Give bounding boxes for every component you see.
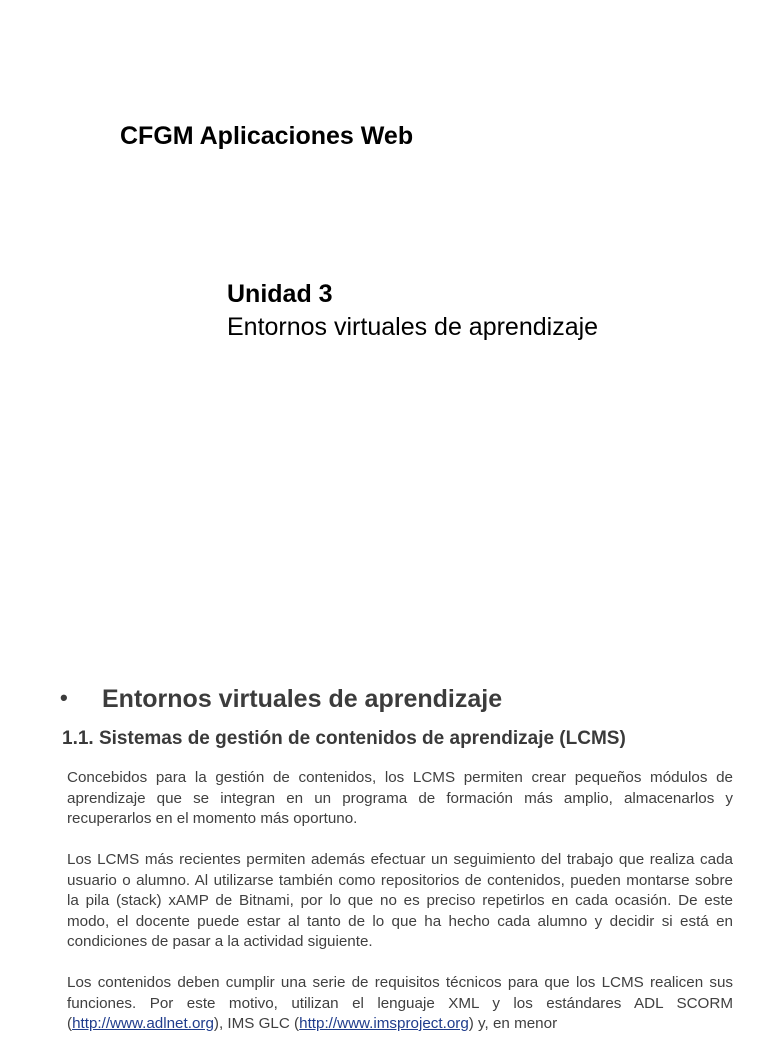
paragraph-3-mid: ), IMS GLC ( [213, 1015, 300, 1032]
slide-heading [60, 685, 502, 714]
unit-subtitle: Entornos virtuales de aprendizaje [227, 313, 599, 341]
body-text [67, 768, 733, 1055]
section-title: 1.1. Sistemas de gestión de contenidos de aprendizaje (LCMS) [62, 728, 626, 749]
paragraph-3 [67, 973, 733, 1035]
slide-heading-text: Entornos virtuales de aprendizaje [102, 685, 503, 713]
paragraph-2: Los LCMS más recientes permiten además efectuar un seguimiento del trabajo que realiza cada usuario o alumno. Al utilizarse también como repositorios de contenidos, pueden montarse sobre la pila (stack) xAMP de Bitnami, por lo que no es preciso repetirlos en cada ocasión. De este modo, el docente puede estar al tanto de lo que ha hecho cada alumno y decidir si está en condiciones de pasar a la actividad siguiente. [67, 851, 733, 950]
imsproject-link[interactable]: http://www.imsproject.org [299, 1015, 469, 1032]
paragraph-3-end: ) y, en menor [468, 1015, 558, 1032]
content-slide [0, 660, 768, 1032]
course-title: CFGM Aplicaciones Web [120, 122, 414, 150]
paragraph-3-start: Los contenidos deben cumplir una serie de requisitos técnicos para que los LCMS realicen sus funciones. Por este motivo, utilizan el lenguaje XML y los estándares ADL SCORM ( [67, 974, 733, 1032]
adlnet-link[interactable]: http://www.adlnet.org [72, 1015, 214, 1032]
paragraph-1: Concebidos para la gestión de contenidos, los LCMS permiten crear pequeños módulos de aprendizaje que se integran en un programa de formación más amplio, almacenarlos y recuperarlos en el momento más oportuno. [67, 769, 733, 827]
bullet-icon: • [60, 685, 68, 710]
unit-title: Unidad 3 [227, 280, 333, 308]
